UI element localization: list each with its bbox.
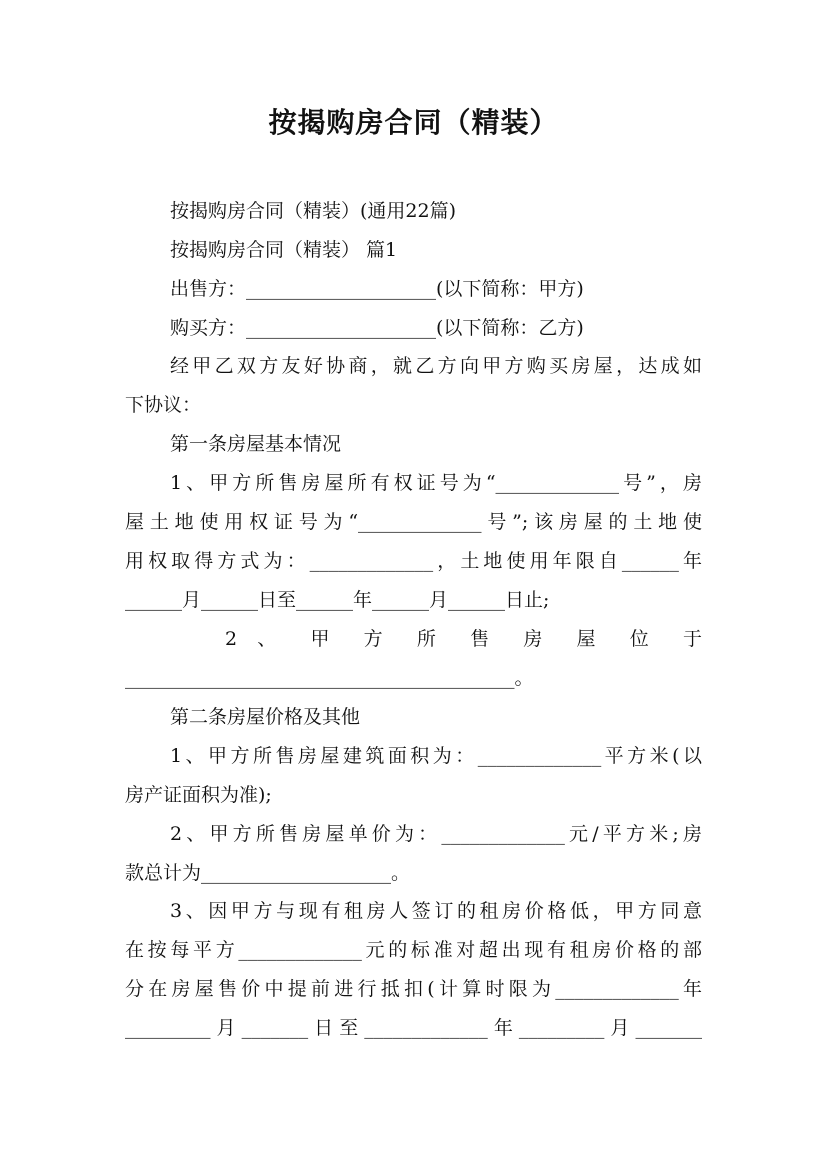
paragraph-line: 下协议：: [125, 394, 202, 416]
seller-line: 出售方：____________________(以下简称：甲方): [170, 278, 584, 300]
paragraph-line: _________________________________________。: [125, 667, 534, 689]
subtitle-line: 按揭购房合同（精装）(通用22篇): [170, 200, 457, 222]
paragraph-line: 3、因甲方与现有租房人签订的租房价格低，甲方同意: [170, 900, 702, 922]
paragraph-line: 在按每平方_____________元的标准对超出现有租房价格的部: [125, 939, 702, 961]
article-heading: 第一条房屋基本情况: [170, 433, 342, 455]
paragraph-line: 分在房屋售价中提前进行抵扣(计算时限为_____________年: [125, 978, 702, 1000]
paragraph-line: 经甲乙双方友好协商，就乙方向甲方购买房屋，达成如: [170, 355, 702, 377]
paragraph-line: _________月_______日至_____________年_________月_______: [125, 1017, 702, 1039]
paragraph-line: ______月______日至______年______月______日止;: [125, 589, 550, 611]
paragraph-line: 用权取得方式为：_____________，土地使用年限自______年: [125, 550, 702, 572]
paragraph-line: 1、甲方所售房屋所有权证号为“_____________号”，房: [170, 472, 702, 494]
paragraph-line: 2 、 甲 方 所 售 房 屋 位 于: [225, 628, 702, 650]
paragraph-line: 房产证面积为准);: [125, 784, 272, 806]
paragraph-line: 2、甲方所售房屋单价为：_____________元/平方米;房: [170, 823, 702, 845]
paragraph-line: 款总计为____________________。: [125, 862, 411, 884]
section-heading: 按揭购房合同（精装） 篇1: [170, 239, 398, 261]
paragraph-line: 1、甲方所售房屋建筑面积为：_____________平方米(以: [170, 745, 702, 767]
buyer-line: 购买方：____________________(以下简称：乙方): [170, 317, 584, 339]
article-heading: 第二条房屋价格及其他: [170, 706, 361, 728]
paragraph-line: 屋土地使用权证号为“_____________号”;该房屋的土地使: [125, 511, 702, 533]
document-title: 按揭购房合同（精装）: [268, 106, 559, 139]
